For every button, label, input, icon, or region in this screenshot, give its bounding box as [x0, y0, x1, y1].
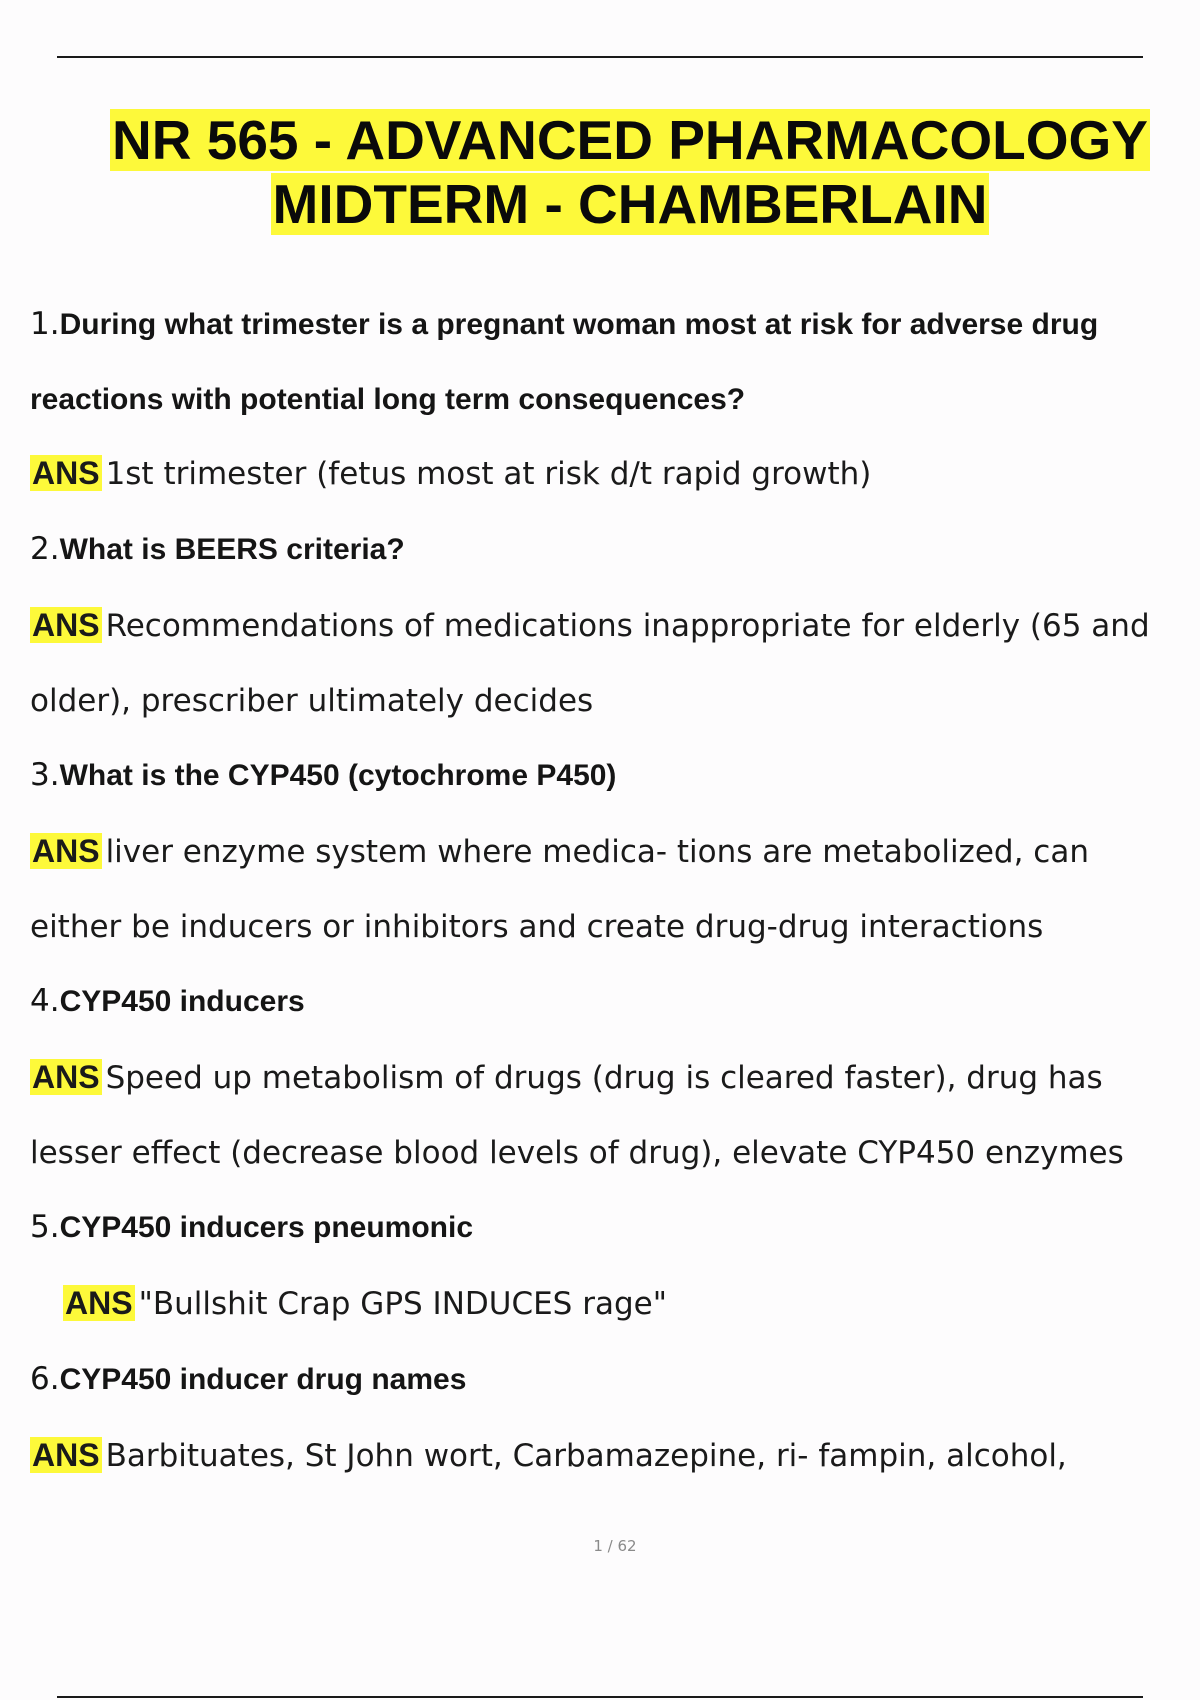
question-1 [30, 287, 1180, 437]
question-3 [30, 738, 1180, 813]
answer-1 [30, 436, 1180, 512]
question-5 [30, 1190, 1180, 1265]
ans-label: ANS [32, 1437, 100, 1473]
ans-label: ANS [32, 833, 100, 869]
title-line-1: NR 565 - ADVANCED PHARMACOLOGY [112, 109, 1148, 171]
answer-text: "Bullshit Crap GPS INDUCES rage" [138, 1286, 667, 1322]
question-number: 1. [30, 306, 60, 342]
question-number: 2. [30, 531, 60, 567]
ans-label: ANS [32, 455, 100, 491]
title-line-2: MIDTERM - CHAMBERLAIN [272, 173, 988, 235]
question-text: What is BEERS criteria? [59, 533, 405, 566]
answer-4 [30, 1040, 1180, 1191]
ans-label: ANS [32, 1059, 100, 1095]
answer-5 [63, 1266, 1200, 1342]
answer-text: Speed up metabolism of drugs (drug is cleared faster), drug has lesser effect (decrease blood levels of drug), elevate CYP450 enzymes [30, 1060, 1124, 1171]
answer-text: liver enzyme system where medica- tions are metabolized, can either be inducers or inhibitors and create drug-drug interactions [30, 834, 1089, 945]
answer-text: Barbituates, St John wort, Carbamazepine, ri- fampin, alcohol, [105, 1438, 1067, 1474]
ans-label: ANS [65, 1285, 133, 1321]
question-number: 4. [30, 983, 60, 1019]
question-text: During what trimester is a pregnant woman most at risk for adverse drug reactions with potential long term consequences? [30, 308, 1099, 416]
question-number: 3. [30, 757, 60, 793]
answer-2 [30, 588, 1180, 739]
question-6 [30, 1342, 1180, 1417]
answer-text: Recommendations of medications inappropriate for elderly (65 and older), prescriber ultimately decides [30, 608, 1150, 719]
bottom-divider [57, 1696, 1143, 1698]
question-text: CYP450 inducers pneumonic [59, 1211, 474, 1244]
document-title [80, 108, 1180, 236]
top-divider [57, 56, 1143, 58]
page-indicator: 1 / 62 [593, 1537, 637, 1555]
question-2 [30, 512, 1180, 587]
question-text: CYP450 inducers [59, 985, 305, 1018]
question-text: CYP450 inducer drug names [59, 1363, 467, 1396]
answer-6 [30, 1418, 1180, 1494]
answer-text: 1st trimester (fetus most at risk d/t rapid growth) [105, 456, 872, 492]
answer-3 [30, 814, 1180, 965]
question-4 [30, 964, 1180, 1039]
ans-label: ANS [32, 607, 100, 643]
question-number: 6. [30, 1361, 60, 1397]
question-text: What is the CYP450 (cytochrome P450) [59, 759, 617, 792]
question-number: 5. [30, 1209, 60, 1245]
